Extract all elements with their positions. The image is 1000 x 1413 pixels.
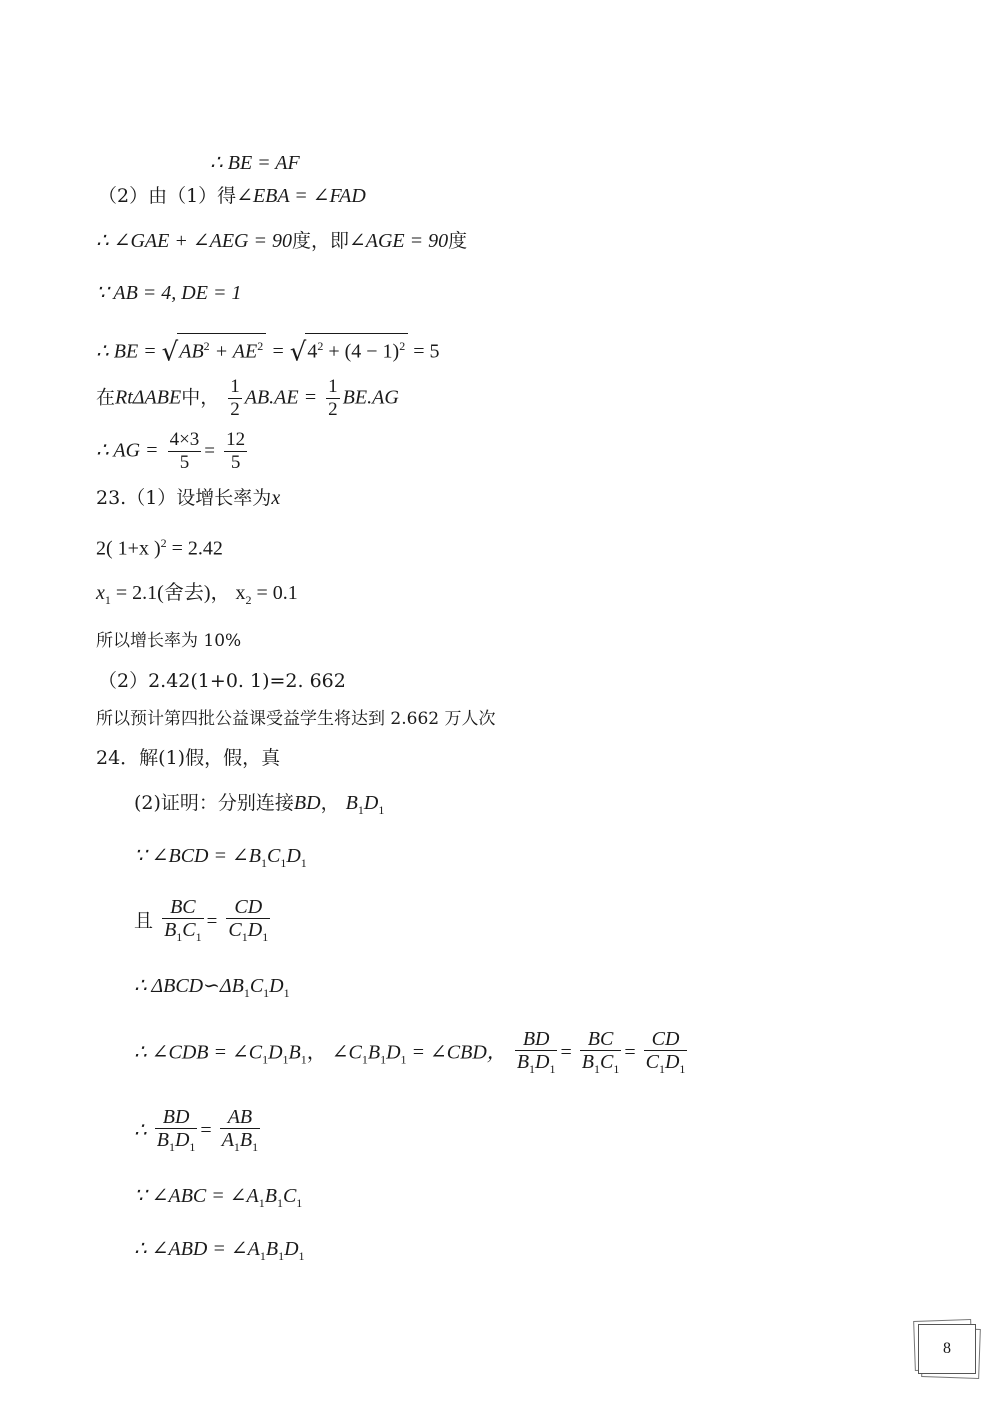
fraction-bd-over-b1d1: $\frac{BD}{B_1D_1}$ <box>156 1106 196 1154</box>
q23-part2: （2）2.42(1+0. 1)=2. 662 <box>98 670 346 692</box>
fraction-ab-over-a1b1: $\frac{AB}{A_1B_1}$ <box>221 1106 259 1154</box>
q23-roots: $x_1 = 2.1$(舍去)， $x_2 = 0.1$ <box>96 582 298 607</box>
q24-angle-bcd: ∵ ∠BCD = $\angle B_1C_1D_1$ <box>134 845 307 870</box>
line-ag-result: ∴ AG = $\frac{4\times 3}{5}$ = $\frac{12}{5}$ <box>96 429 246 473</box>
line-angle-sum: ∴ ∠GAE + ∠AEG = 90度，即∠AGE = 90度 <box>96 230 468 252</box>
line-given-ab-de: ∵ AB = 4, DE = 1 <box>96 282 242 304</box>
fraction-bc-over-b1c1: $\frac{BC}{B_1C_1}$ <box>581 1028 620 1076</box>
q24-proof-start: (2)证明：分别连接BD， $B_1D_1$ <box>134 792 385 817</box>
q24-corresponding: ∴ ∠CDB = $\angle C_1D_1B_1$， $\angle C_1B_1D_1$ = ∠CBD， $\frac{BD}{B_1D_1}$ = $\frac{BC}{B_1C_1}$ = $\frac{CD}{C_1D_1}$ <box>134 1028 690 1080</box>
page-number: 8 <box>918 1324 976 1374</box>
line-area-relation: 在RtΔABE中， $\frac{1}{2}$ AB.AE = $\frac{1}{2}$ BE.AG <box>96 376 399 420</box>
q24-angle-abd: ∴ ∠ABD = $\angle A_1B_1D_1$ <box>134 1238 305 1263</box>
fraction-4x3-over-5: $\frac{4\times 3}{5}$ <box>169 429 200 473</box>
q24-ratio: 且 $\frac{BC}{B_1C_1}$ = $\frac{CD}{C_1D_1}$ <box>134 896 273 948</box>
q24-ratio-ab: ∴ $\frac{BD}{B_1D_1}$ = $\frac{AB}{A_1B_1}$ <box>134 1106 263 1158</box>
fraction-half: $\frac{1}{2}$ <box>328 376 338 420</box>
q24-heading: 24．解(1)假，假，真 <box>96 747 281 769</box>
fraction-cd-over-c1d1: $\frac{CD}{C_1D_1}$ <box>645 1028 686 1076</box>
line-be-sqrt: ∴ BE = $√AB^2 + AE^2 = √4^2 + (4 - 1)^2 = 5$ <box>96 333 440 364</box>
q24-angle-abc: ∵ ∠ABC = $\angle A_1B_1C_1$ <box>134 1185 303 1210</box>
q23-growth-rate: 所以增长率为 10% <box>96 631 242 651</box>
q24-similar: ∴ $\Delta BCD∽\Delta B_1C_1D_1$ <box>134 975 290 1000</box>
line-part2-angle: （2）由（1）得∠EBA = ∠FAD <box>98 185 366 207</box>
fraction-12-over-5: $\frac{12}{5}$ <box>226 429 246 473</box>
q23-heading: 23.（1）设增长率为x <box>96 487 281 509</box>
q23-conclusion: 所以预计第四批公益课受益学生将达到 2.662 万人次 <box>96 709 496 729</box>
q23-equation: 2( 1+x )$^2$ = 2.42 <box>96 536 223 560</box>
fraction-bd-over-b1d1: $\frac{BD}{B_1D_1}$ <box>516 1028 556 1076</box>
fraction-cd-over-c1d1: $\frac{CD}{C_1D_1}$ <box>228 896 269 944</box>
line-be-eq-af: ∴ BE = AF <box>210 152 300 174</box>
fraction-half: $\frac{1}{2}$ <box>230 376 240 420</box>
fraction-bc-over-b1c1: $\frac{BC}{B_1C_1}$ <box>164 896 202 944</box>
